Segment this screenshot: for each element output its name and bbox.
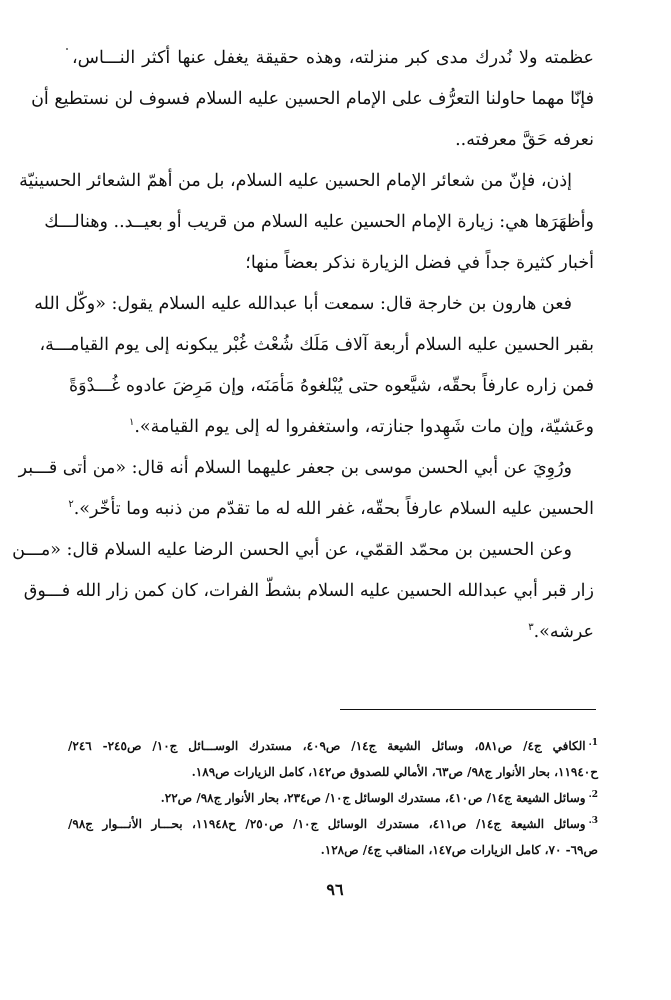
footnote-number: 1. xyxy=(588,738,599,748)
footnote-ref-2: ٢ xyxy=(68,499,74,511)
text-line: أخبار كثيرة جداً في فضل الزيارة نذكر بعضاً منها؛ xyxy=(245,253,594,273)
footnote-text: الكافي ج٤/ ص٥٨١، وسائل الشيعة ج١٤/ ص٤٠٩، مستدرك الوســـائل ج١٠/ ص٢٤٥- ٢٤٦/ xyxy=(68,739,586,753)
margin-mark xyxy=(66,48,68,50)
text-line: عظمته ولا نُدرك مدى كبر منزلته، وهذه حقيقة يغفل عنها أكثر النـــاس، xyxy=(72,48,594,68)
text-line: ورُوِيَ عن أبي الحسن موسى بن جعفر عليهما السلام أنه قال: «من أتى قـــبر xyxy=(18,458,572,478)
page-number: ٩٦ xyxy=(326,880,344,899)
text-line xyxy=(72,612,594,653)
footnotes xyxy=(68,733,598,863)
text-line: إذن، فإنّ من شعائر الإمام الحسين عليه السلام، بل من أهمّ الشعائر الحسينيّة xyxy=(19,171,572,191)
text-line: نعرفه حَقَّ معرفته.. xyxy=(455,130,594,150)
footnote-separator xyxy=(340,709,596,710)
footnote-2 xyxy=(68,785,598,811)
footnote-1-continued: ح١١٩٤٠، بحار الأنوار ج٩٨/ ص٦٣، الأمالي للصدوق ص١٤٢، كامل الزيارات ص١٨٩. xyxy=(191,765,598,779)
text-line xyxy=(68,489,594,530)
text-line xyxy=(72,407,594,448)
footnote-number: 3. xyxy=(588,816,598,826)
text-line: بقبر الحسين عليه السلام أربعة آلاف مَلَك شُعْث غُبْر يبكونه إلى يوم القيامـــة، xyxy=(39,335,594,355)
text-line: فإنّا مهما حاولنا التعرُّف على الإمام الحسين عليه السلام فسوف لن نستطيع أن xyxy=(31,89,594,109)
text-line: فمن زاره عارفاً بحقّه، شيَّعوه حتى يُبْلغوهُ مَأمَنَه، وإن مَرِضَ عادوه غُـــدْوَةً xyxy=(68,376,594,396)
text-line: وأظهَرَها هي: زيارة الإمام الحسين عليه السلام من قريب أو بعيــد.. وهنالـــك xyxy=(44,212,594,232)
footnote-1 xyxy=(68,733,598,759)
text-line: فعن هارون بن خارجة قال: سمعت أبا عبدالله عليه السلام يقول: «وكّل الله xyxy=(34,294,572,314)
footnote-3-continued: ص٦٩- ٧٠، كامل الزيارات ص١٤٧، المناقب ج٤/ ص١٢٨. xyxy=(320,843,598,857)
text-line: زار قبر أبي عبدالله الحسين عليه السلام بشطّ الفرات، كان كمن زار الله فـــوق xyxy=(23,581,594,601)
footnote-ref-3: ٣ xyxy=(528,622,534,634)
main-text xyxy=(12,38,594,653)
text-line-content: الحسين عليه السلام عارفاً بحقّه، غفر الله له ما تقدّم من ذنبه وما تأخّر». xyxy=(73,499,594,519)
footnote-text: وسائل الشيعة ج١٤/ ص٤١٠، مستدرك الوسائل ج١٠/ ص٢٣٤، بحار الأنوار ج٩٨/ ص٢٢. xyxy=(160,791,586,805)
footnote-3 xyxy=(68,811,598,837)
footnote-number: 2. xyxy=(588,790,598,800)
text-line-content: عرشه». xyxy=(533,622,594,642)
footnote-text: وسائل الشيعة ج١٤/ ص٤١١، مستدرك الوسائل ج١٠/ ص٢٥٠/ ح١١٩٤٨، بحـــار الأنـــوار ج٩٨/ xyxy=(68,817,586,831)
footnote-ref-1: ١ xyxy=(128,417,135,429)
text-line: وعن الحسين بن محمّد القمّي، عن أبي الحسن الرضا عليه السلام قال: «مـــن xyxy=(12,540,572,560)
text-line-content: وعَشيّة، وإن مات شَهِدوا جنازته، واستغفروا له إلى يوم القيامة». xyxy=(134,417,594,437)
